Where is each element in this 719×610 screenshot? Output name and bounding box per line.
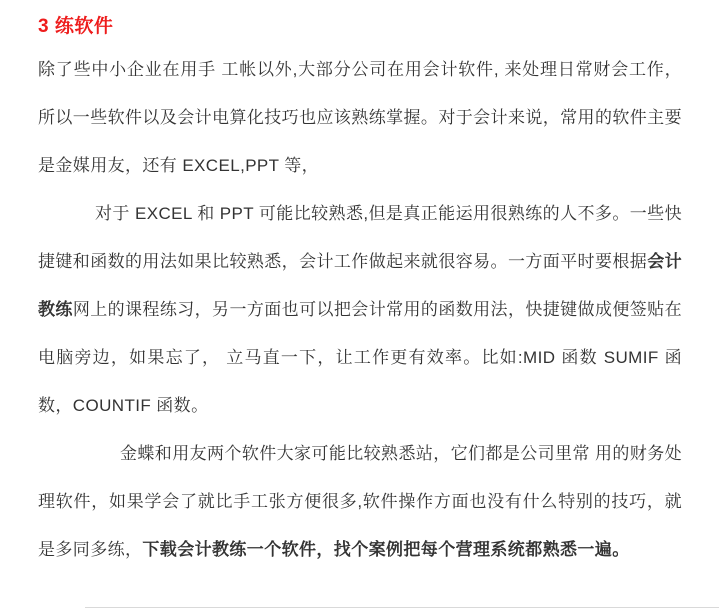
paragraph-2 (38, 190, 682, 430)
text-run-bold: 会计教练 (38, 252, 682, 319)
text-run-bold: 下载会计教练一个软件，找个案例把每个营理系统都熟悉一遍。 (142, 540, 630, 559)
text-run: 网上的课程练习，另一方面也可以把会计常用的函数用法，快捷键做成便签贴在电脑旁边，如果忘了， 立马直一下，让工作更有效率。比如:MID 函数 SUMIF 函数，COUNTIF 函数。 (38, 300, 682, 415)
paragraph-1 (38, 46, 682, 190)
section-heading: 3 练软件 (38, 16, 114, 37)
text-run: 金蝶和用友两个软件大家可能比较熟悉站，它们都是公司里常 用的财务处理软件，如果学会了就比手工张方便很多,软件操作方面也没有什么特别的技巧，就是多同多练， (38, 444, 682, 559)
text-run: 对于 EXCEL 和 PPT 可能比较熟悉,但是真正能运用很熟练的人不多。一些快捷键和函数的用法如果比较熟悉，会计工作做起来就很容易。一方面平时要根据 (38, 204, 682, 271)
paragraph-3 (38, 430, 682, 574)
horizontal-divider (85, 607, 719, 608)
text-run: 除了些中小企业在用手 工帐以外,大部分公司在用会计软件, 来处理日常财会工作，所以一些软件以及会计电算化技巧也应该熟练掌握。对于会计来说，常用的软件主要是金媒用友，还有 EXCEL,PPT 等， (38, 60, 682, 175)
